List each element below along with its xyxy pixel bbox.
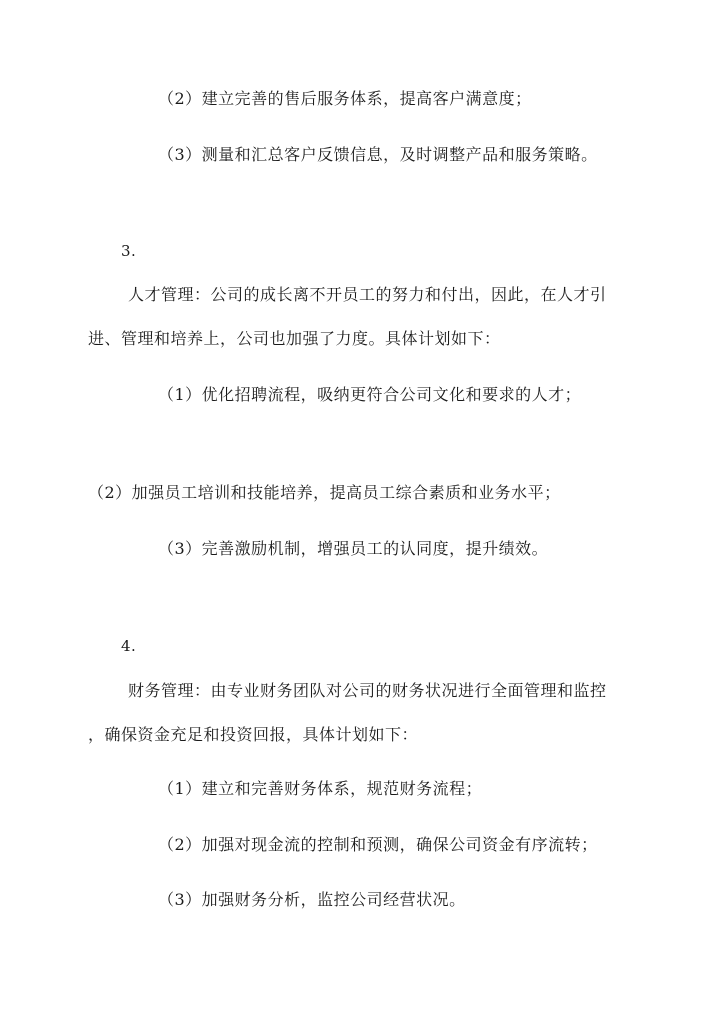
list-item: （2）加强对现金流的控制和预测，确保公司资金有序流转； [158,835,598,854]
list-item: （1）优化招聘流程，吸纳更符合公司文化和要求的人才； [158,385,582,404]
section-number: 4. [121,637,137,655]
paragraph-line: 人才管理：公司的成长离不开员工的努力和付出，因此，在人才引 [128,285,607,304]
list-item: （3）完善激励机制，增强员工的认同度，提升绩效。 [158,539,549,558]
list-item: （1）建立和完善财务体系，规范财务流程； [158,779,483,798]
list-item: （2）建立完善的售后服务体系，提高客户满意度； [158,89,532,108]
list-item: （2）加强员工培训和技能培养，提高员工综合素质和业务水平； [88,483,561,502]
paragraph-line: ，确保资金充足和投资回报，具体计划如下： [88,725,419,744]
list-item: （3）加强财务分析，监控公司经营状况。 [158,890,466,909]
list-item: （3）测量和汇总客户反馈信息，及时调整产品和服务策略。 [158,145,598,164]
paragraph-line: 进、管理和培养上，公司也加强了力度。具体计划如下： [88,329,501,348]
paragraph-line: 财务管理：由专业财务团队对公司的财务状况进行全面管理和监控 [128,681,607,700]
section-number: 3. [121,242,137,260]
